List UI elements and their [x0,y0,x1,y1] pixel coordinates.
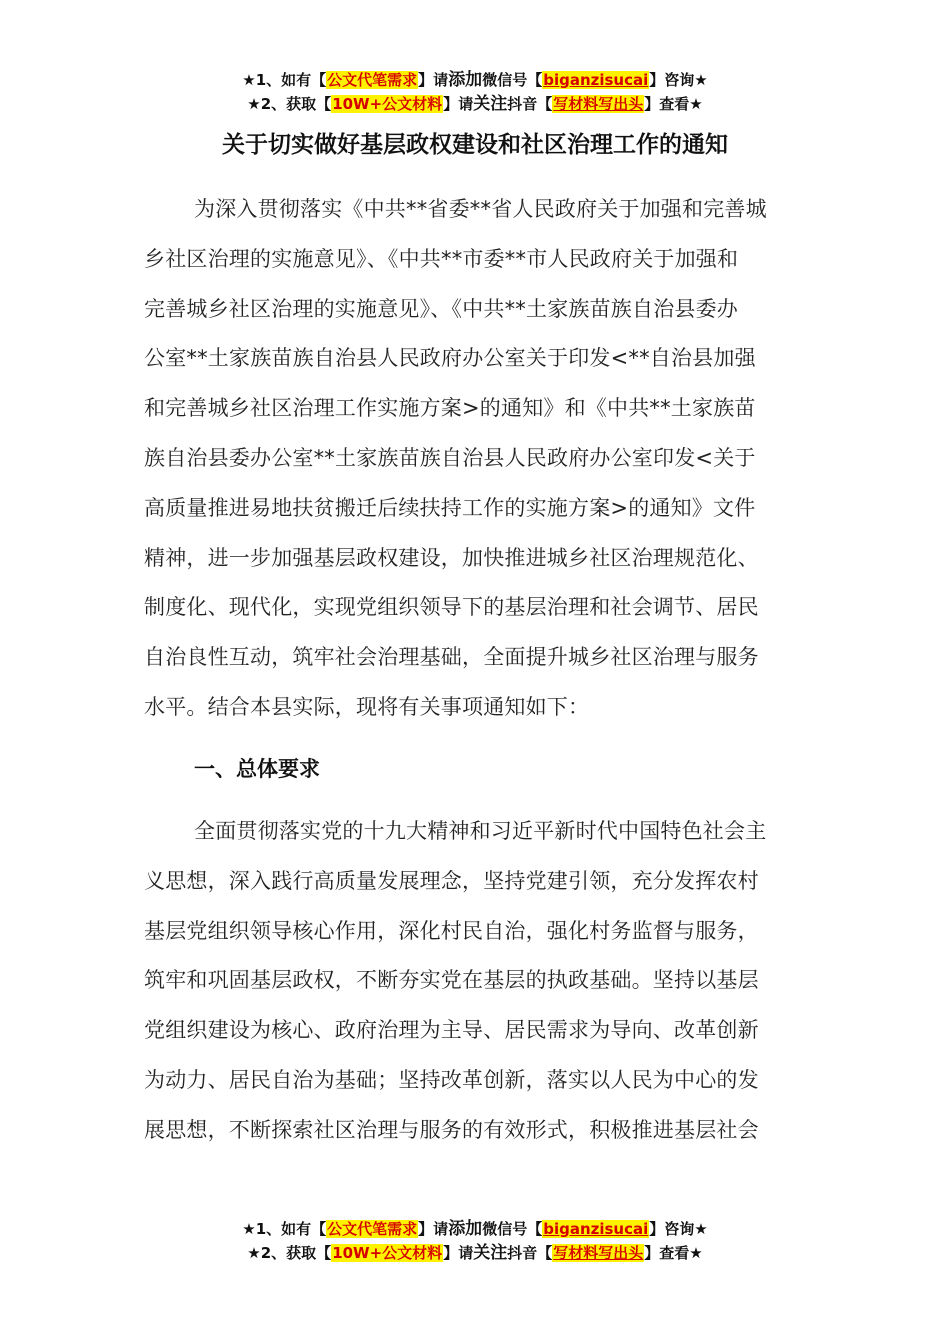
banner-text: 微信号【 [482,1220,543,1238]
banner-emphasis: 添加 [448,70,483,90]
banner-emphasis: 添加 [448,1219,483,1239]
paragraph-line: 全面贯彻落实党的十九大精神和习近平新时代中国特色社会主 [194,819,767,843]
paragraph-line: 展思想，不断探索社区治理与服务的有效形式，积极推进基层社会 [144,1117,759,1142]
banner-text: 】请 [443,1244,474,1262]
banner-text: 】查看★ [644,95,703,113]
banner-line-1 [0,1217,950,1241]
banner-emphasis: 关注 [473,94,508,114]
banner-highlight-service: 公文代笔需求 [327,71,418,89]
banner-text: 】请 [418,1220,449,1238]
banner-emphasis: 关注 [473,1243,508,1263]
paragraph-line: 公室**土家族苗族自治县人民政府办公室关于印发<**自治县加强 [144,346,756,371]
banner-highlight-service: 公文代笔需求 [327,1220,418,1238]
paragraph-line: 为深入贯彻落实《中共**省委**省人民政府关于加强和完善城 [194,197,767,221]
paragraph-line: 完善城乡社区治理的实施意见》、《中共**土家族苗族自治县委办 [144,296,738,321]
paragraph-1 [144,185,802,733]
banner-text: ★1、如有【 [242,1220,327,1238]
paragraph-2 [144,807,802,1156]
paragraph-line: 自治良性互动，筑牢社会治理基础，全面提升城乡社区治理与服务 [144,645,759,670]
banner-douyin-account[interactable]: 写材料写出头 [553,95,644,113]
banner-wechat-id[interactable]: biganzisucai [543,71,649,89]
banner-text: 】咨询★ [649,71,708,89]
banner-text: 】咨询★ [649,1220,708,1238]
banner-line-1 [0,68,950,92]
paragraph-line: 精神，进一步加强基层政权建设，加快推进城乡社区治理规范化、 [144,545,759,570]
banner-text: ★1、如有【 [242,71,327,89]
paragraph-line: 和完善城乡社区治理工作实施方案>的通知》和《中共**土家族苗 [144,396,756,421]
paragraph-line: 党组织建设为核心、政府治理为主导、居民需求为导向、改革创新 [144,1018,759,1043]
paragraph-line: 乡社区治理的实施意见》、《中共**市委**市人民政府关于加强和 [144,246,739,271]
banner-line-2 [0,1241,950,1265]
section-heading-general-requirements: 一、总体要求 [194,757,320,781]
banner-highlight-materials: 10W+公文材料 [332,95,443,113]
banner-text: 】请 [443,95,474,113]
banner-text: 】查看★ [644,1244,703,1262]
paragraph-line: 基层党组织领导核心作用，深化村民自治，强化村务监督与服务， [144,918,759,943]
paragraph-line: 高质量推进易地扶贫搬迁后续扶持工作的实施方案>的通知》文件 [144,495,756,520]
paragraph-line: 义思想，深入践行高质量发展理念，坚持党建引领，充分发挥农村 [144,868,759,893]
paragraph-line: 筑牢和巩固基层政权，不断夯实党在基层的执政基础。坚持以基层 [144,968,759,993]
paragraph-line: 制度化、现代化，实现党组织领导下的基层治理和社会调节、居民 [144,595,759,620]
banner-text: ★2、获取【 [247,1244,332,1262]
banner-text: 抖音【 [507,95,553,113]
top-banner [0,68,950,116]
document-title: 关于切实做好基层政权建设和社区治理工作的通知 [222,132,728,158]
paragraph-line: 族自治县委办公室**土家族苗族自治县人民政府办公室印发<关于 [144,445,756,470]
banner-text: 】请 [418,71,449,89]
banner-text: ★2、获取【 [247,95,332,113]
banner-douyin-account[interactable]: 写材料写出头 [553,1244,644,1262]
paragraph-line: 水平。结合本县实际，现将有关事项通知如下： [144,694,590,719]
banner-line-2 [0,92,950,116]
bottom-banner [0,1217,950,1265]
banner-text: 抖音【 [507,1244,553,1262]
banner-wechat-id[interactable]: biganzisucai [543,1220,649,1238]
paragraph-line: 为动力、居民自治为基础；坚持改革创新，落实以人民为中心的发 [144,1067,759,1092]
banner-highlight-materials: 10W+公文材料 [332,1244,443,1262]
banner-text: 微信号【 [482,71,543,89]
